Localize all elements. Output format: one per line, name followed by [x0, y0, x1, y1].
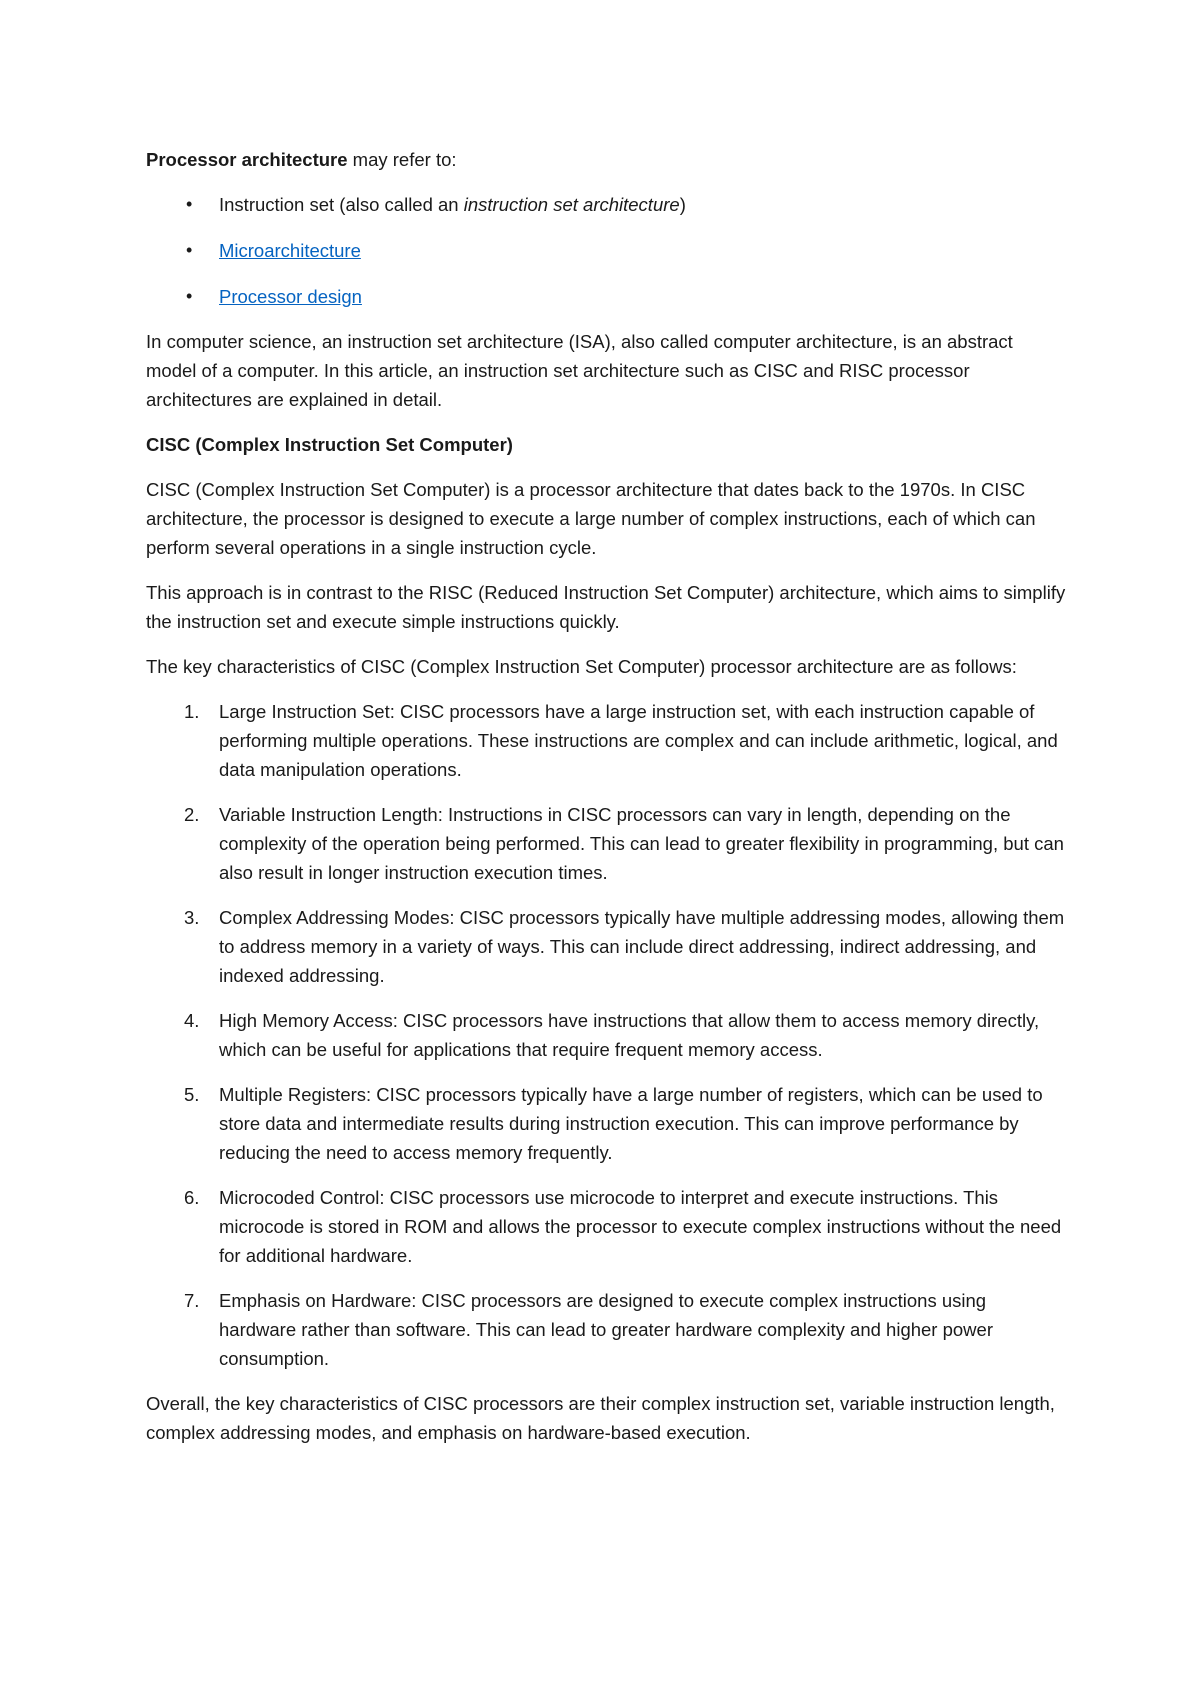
intro-term: Processor architecture — [146, 149, 348, 170]
list-number: 2. — [184, 804, 200, 825]
list-number: 5. — [184, 1084, 200, 1105]
list-item — [146, 190, 1066, 219]
list-number: 7. — [184, 1290, 200, 1311]
refer-item-1-suffix: ) — [679, 194, 686, 215]
list-item — [146, 1006, 1066, 1064]
refer-item-1-italic: instruction set architecture — [463, 194, 680, 215]
list-item-text: Microcoded Control: CISC processors use microcode to interpret and execute instructions. This microcode is stored in ROM and allows the processor to execute complex instructions without the need for additional hardware. — [219, 1187, 1062, 1266]
list-item-text: Large Instruction Set: CISC processors have a large instruction set, with each instruction capable of performing multiple operations. These instructions are complex and can include arithmetic, logical, and data manipulation operations. — [219, 701, 1058, 780]
overall-paragraph: Overall, the key characteristics of CISC processors are their complex instruction set, variable instruction length, complex addressing modes, and emphasis on hardware-based execution. — [146, 1393, 1055, 1443]
processor-design-link[interactable]: Processor design — [219, 286, 362, 307]
list-item-text: Multiple Registers: CISC processors typically have a large number of registers, which can be used to store data and intermediate results during instruction execution. This can improve performance by reducing the need to access memory frequently. — [219, 1084, 1043, 1163]
cisc-paragraph-1: CISC (Complex Instruction Set Computer) is a processor architecture that dates back to the 1970s. In CISC architecture, the processor is designed to execute a large number of complex instructions, each of which can perform several operations in a single instruction cycle. — [146, 479, 1036, 558]
microarchitecture-link[interactable]: Microarchitecture — [219, 240, 361, 261]
intro-paragraph — [146, 145, 1066, 174]
cisc-paragraph-3: The key characteristics of CISC (Complex Instruction Set Computer) processor architecture are as follows: — [146, 656, 1017, 677]
cisc-heading: CISC (Complex Instruction Set Computer) — [146, 434, 513, 455]
list-item — [146, 236, 1066, 265]
list-number: 3. — [184, 907, 200, 928]
list-item — [146, 697, 1066, 784]
list-item — [146, 800, 1066, 887]
list-item — [146, 282, 1066, 311]
list-item-text: Variable Instruction Length: Instructions in CISC processors can vary in length, depending on the complexity of the operation being performed. This can lead to greater flexibility in programming, but can also result in longer instruction execution times. — [219, 804, 1064, 883]
list-item — [146, 1080, 1066, 1167]
intro-rest: may refer to: — [347, 149, 457, 170]
list-number: 1. — [184, 701, 200, 722]
refer-item-1-prefix: Instruction set (also called an — [219, 194, 464, 215]
characteristics-list — [146, 697, 1066, 1373]
refer-list — [146, 190, 1066, 311]
list-item — [146, 1183, 1066, 1270]
list-number: 4. — [184, 1010, 200, 1031]
list-item-text: High Memory Access: CISC processors have instructions that allow them to access memory directly, which can be useful for applications that require frequent memory access. — [219, 1010, 1040, 1060]
list-item — [146, 1286, 1066, 1373]
list-number: 6. — [184, 1187, 200, 1208]
document-page — [146, 145, 1066, 1463]
cisc-paragraph-2: This approach is in contrast to the RISC (Reduced Instruction Set Computer) architecture, which aims to simplify the instruction set and execute simple instructions quickly. — [146, 582, 1066, 632]
list-item-text: Emphasis on Hardware: CISC processors are designed to execute complex instructions using hardware rather than software. This can lead to greater hardware complexity and higher power consumption. — [219, 1290, 993, 1369]
list-item-text: Complex Addressing Modes: CISC processors typically have multiple addressing modes, allowing them to address memory in a variety of ways. This can include direct addressing, indirect addressing, and indexed addressing. — [219, 907, 1065, 986]
list-item — [146, 903, 1066, 990]
isa-paragraph: In computer science, an instruction set architecture (ISA), also called computer architecture, is an abstract model of a computer. In this article, an instruction set architecture such as CISC and RISC processor architectures are explained in detail. — [146, 331, 1013, 410]
